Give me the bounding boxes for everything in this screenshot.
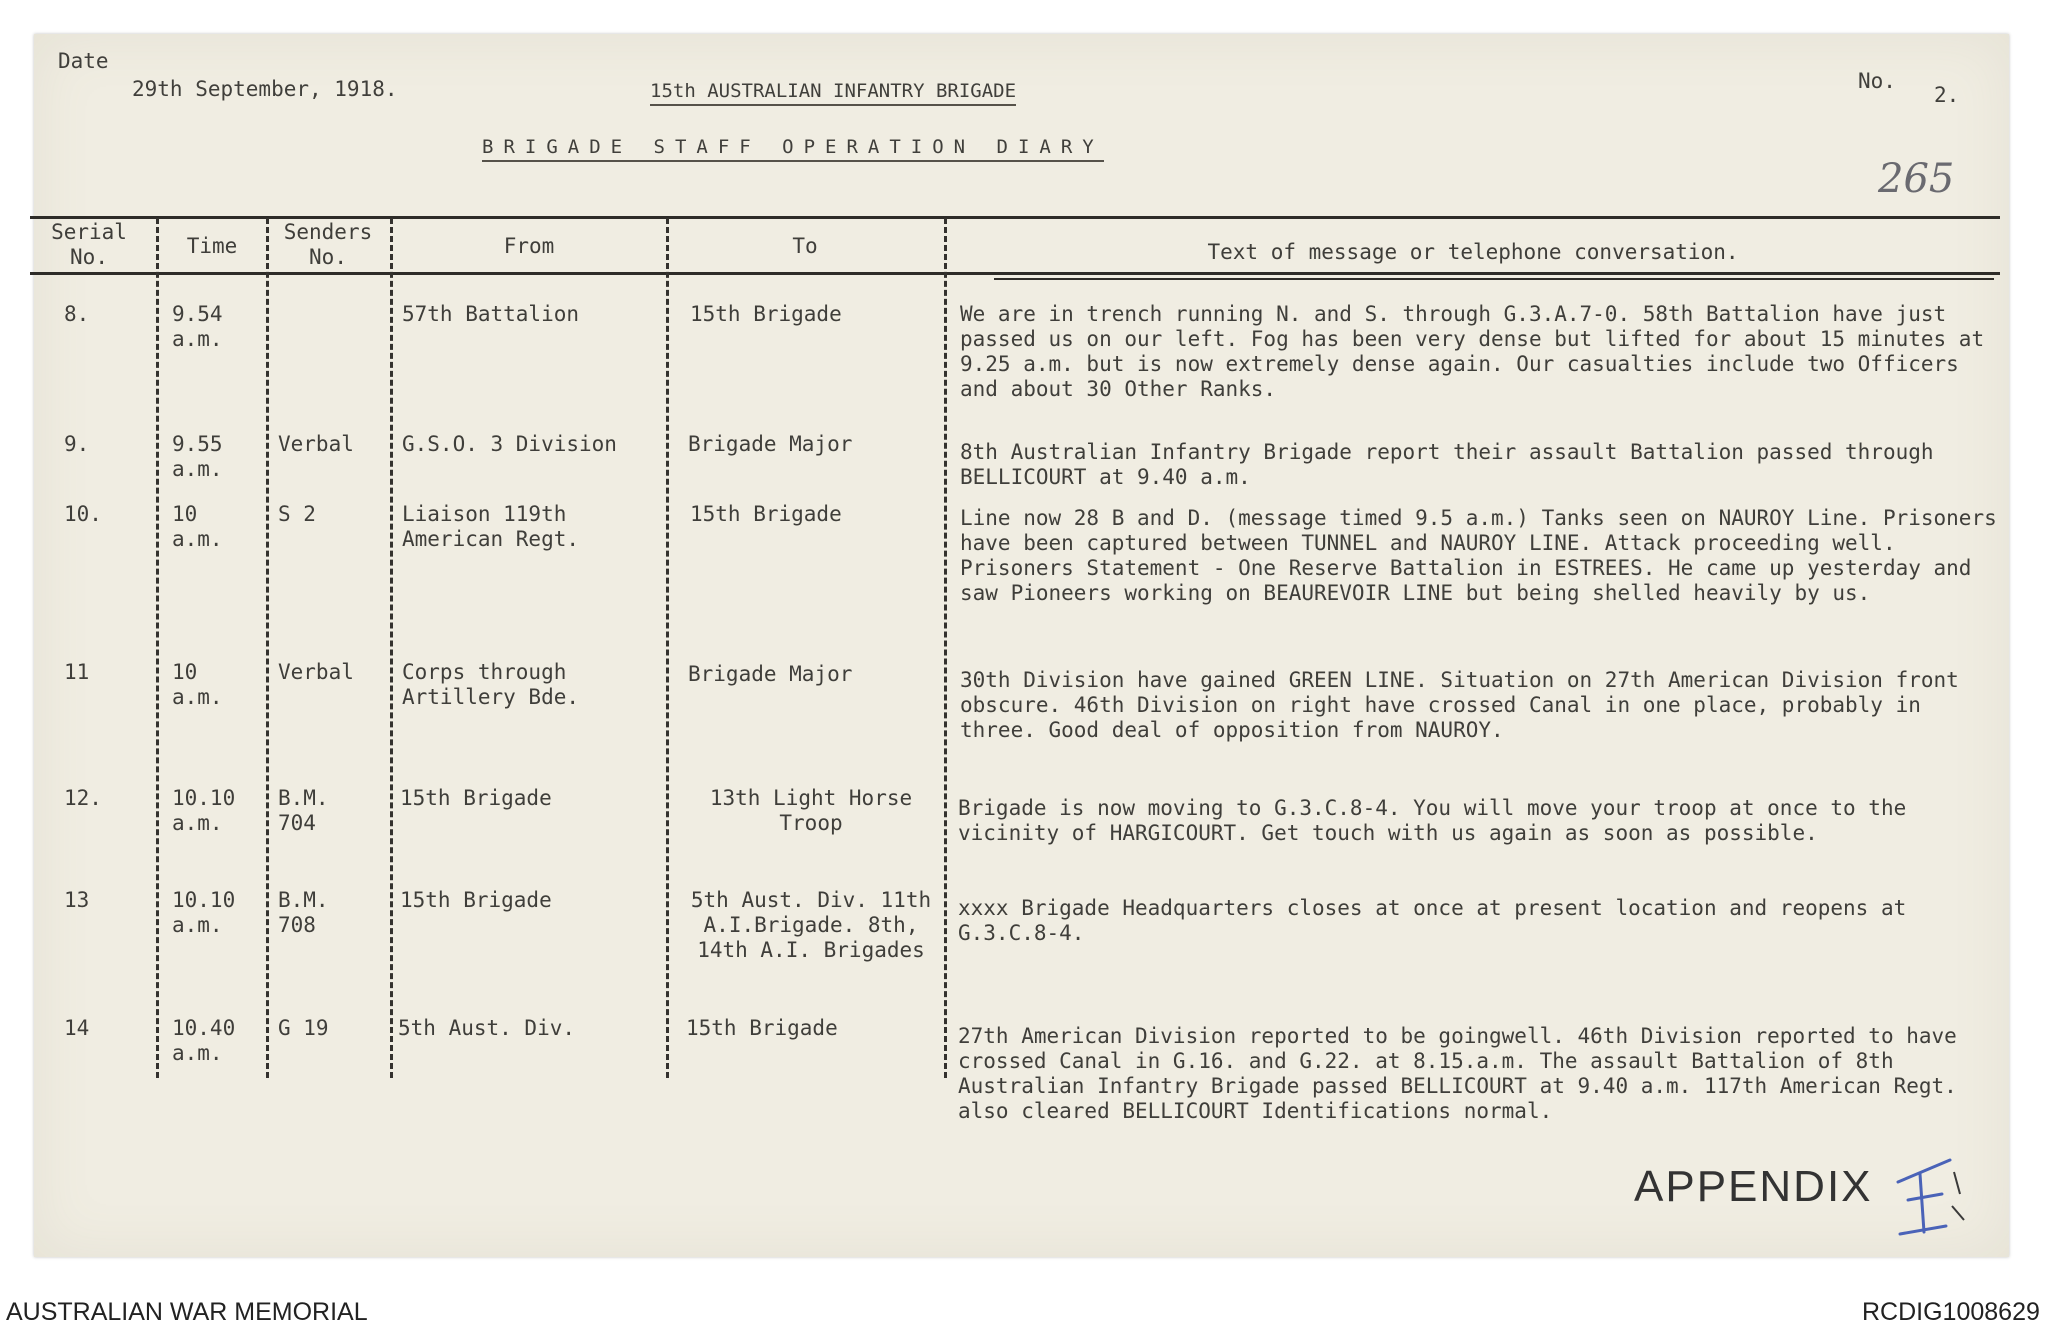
row-to: 5th Aust. Div. 11th A.I.Brigade. 8th, 14th A.I. Brigades [690, 888, 932, 962]
footer-record-id: RCDIG1008629 [1862, 1298, 2040, 1326]
column-divider [666, 218, 669, 1078]
row-senders: B.M. 708 [278, 888, 329, 937]
column-header-serial: Serial No. [51, 220, 127, 269]
row-time: 10 a.m. [172, 660, 223, 709]
row-to: 15th Brigade [686, 1016, 838, 1040]
row-serial: 12. [64, 786, 102, 810]
column-divider [944, 218, 947, 1078]
handwritten-page-number: 265 [1878, 156, 1955, 202]
column-header-text: Text of message or telephone conversation. [1207, 240, 1739, 264]
table-header-rule-2 [994, 278, 1994, 280]
brigade-title: 15th AUSTRALIAN INFANTRY BRIGADE [650, 78, 1016, 106]
row-to: Brigade Major [688, 662, 853, 686]
table-header-rule [30, 272, 2000, 275]
column-header-senders: Senders No. [283, 220, 373, 269]
row-from: 15th Brigade [400, 786, 552, 810]
date-label: Date [58, 49, 109, 73]
row-text: Line now 28 B and D. (message timed 9.5 a.m.) Tanks seen on NAUROY Line. Prisoners have been captured between TUNNEL and NAUROY LINE. Attack proceeding well. Prisoners Statement - One Reserve Battalion in ESTREES. He came up yesterday and saw Pioneers working on BEAUREVOIR LINE but being shelled heavily by us. [960, 506, 1997, 605]
appendix-stamp: APPENDIX [1634, 1162, 1873, 1211]
row-senders: Verbal [278, 660, 354, 684]
row-text: 8th Australian Infantry Brigade report their assault Battalion passed through BELLICOURT at 9.40 a.m. [960, 440, 1934, 489]
document-sheet [34, 34, 2009, 1257]
row-time: 10 a.m. [172, 502, 223, 551]
number-label: No. [1858, 69, 1896, 93]
row-to: 15th Brigade [690, 502, 842, 526]
row-from: Liaison 119th American Regt. [402, 502, 580, 551]
column-divider [156, 218, 159, 1078]
row-senders: B.M. 704 [278, 786, 329, 835]
column-divider [266, 218, 269, 1078]
row-time: 10.10 a.m. [172, 786, 236, 835]
table-top-rule [30, 216, 2000, 219]
column-header-time: Time [186, 234, 238, 258]
number-value: 2. [1934, 83, 1960, 107]
footer-institution: AUSTRALIAN WAR MEMORIAL [6, 1298, 368, 1326]
row-text: We are in trench running N. and S. through G.3.A.7-0. 58th Battalion have just passed us on our left. Fog has been very dense but lifted for about 15 minutes at 9.25 a.m. but is now extremely dense again. Our casualties include two Officers and about 30 Other Ranks. [960, 302, 1985, 401]
column-header-to: To [792, 234, 818, 258]
row-serial: 11 [64, 660, 90, 684]
row-time: 10.40 a.m. [172, 1016, 236, 1065]
handwritten-appendix-mark-icon [1890, 1154, 1970, 1244]
date-value: 29th September, 1918. [132, 77, 398, 101]
diary-title: BRIGADE STAFF OPERATION DIARY [482, 134, 1104, 162]
row-time: 9.54 a.m. [172, 302, 223, 351]
column-header-from: From [503, 234, 555, 258]
row-serial: 13 [64, 888, 90, 912]
row-serial: 9. [64, 432, 90, 456]
row-to: 15th Brigade [690, 302, 842, 326]
column-divider [390, 218, 393, 1078]
row-from: 5th Aust. Div. [398, 1016, 576, 1040]
row-senders: Verbal [278, 432, 354, 456]
row-serial: 10. [64, 502, 102, 526]
row-from: 15th Brigade [400, 888, 552, 912]
row-to: Brigade Major [688, 432, 853, 456]
row-text: Brigade is now moving to G.3.C.8-4. You will move your troop at once to the vicinity of HARGICOURT. Get touch with us again as soon as possible. [958, 796, 1907, 845]
row-text: 27th American Division reported to be goingwell. 46th Division reported to have crossed Canal in G.16. and G.22. at 8.15.a.m. The assault Battalion of 8th Australian Infantry Brigade passed BELLICOURT at 9.40 a.m. 117th American Regt. also cleared BELLICOURT Identifications normal. [958, 1024, 1957, 1123]
row-from: G.S.O. 3 Division [402, 432, 617, 456]
row-to: 13th Light Horse Troop [709, 786, 913, 835]
row-serial: 8. [64, 302, 90, 326]
row-text: 30th Division have gained GREEN LINE. Situation on 27th American Division front obscure. 46th Division on right have crossed Canal in one place, probably in three. Good deal of opposition from NAUROY. [960, 668, 1959, 742]
row-time: 10.10 a.m. [172, 888, 236, 937]
row-time: 9.55 a.m. [172, 432, 223, 481]
row-from: Corps through Artillery Bde. [402, 660, 580, 709]
row-senders: G 19 [278, 1016, 329, 1040]
row-text: xxxx Brigade Headquarters closes at once at present location and reopens at G.3.C.8-4. [958, 896, 1907, 945]
row-serial: 14 [64, 1016, 90, 1040]
row-senders: S 2 [278, 502, 316, 526]
row-from: 57th Battalion [402, 302, 580, 326]
